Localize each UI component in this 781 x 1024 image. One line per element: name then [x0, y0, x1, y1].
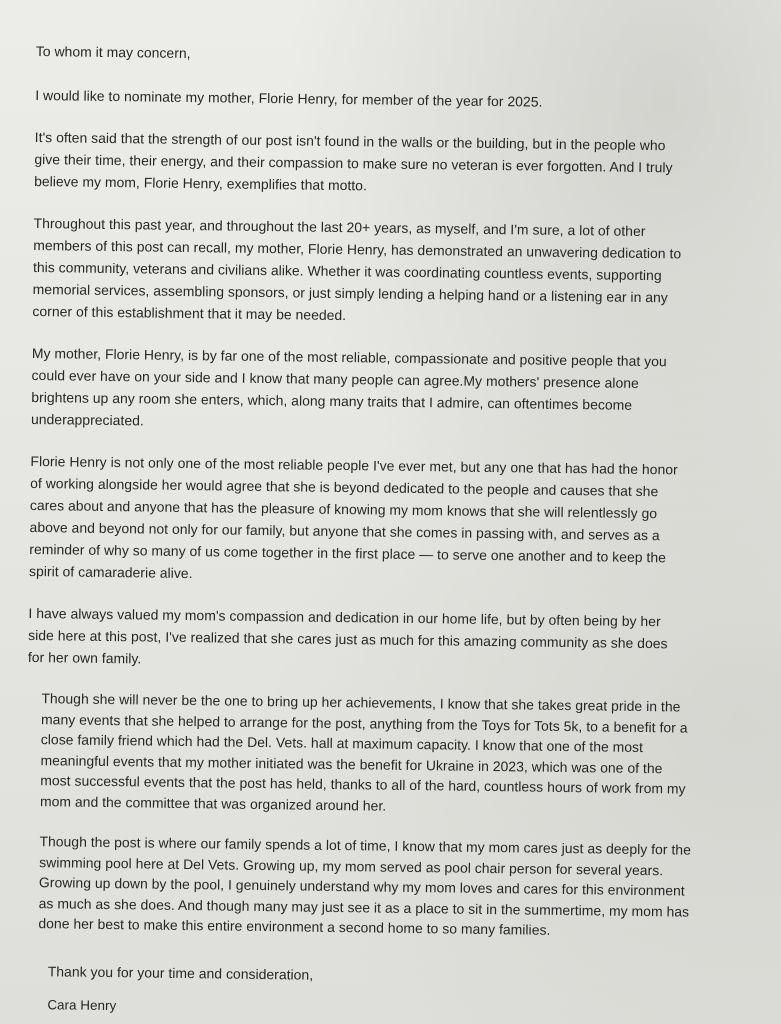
- text-line: I would like to nominate my mother, Florie Henry, for member of the year for 2025.: [35, 86, 543, 110]
- text-line: memorial services, assembling sponsors, or just simply lending a helping hand or a listening ear in any: [32, 280, 668, 306]
- letter-body: [23, 40, 736, 1024]
- paragraph-reliability: [31, 342, 732, 439]
- paragraph-nomination: [35, 84, 735, 115]
- paragraph-home-life: [28, 602, 729, 677]
- paragraph-swimming-pool: [38, 831, 725, 942]
- paragraph-honor: [29, 450, 731, 591]
- text-line: reminder of why so many of us come together in the first place — to serve one another and to keep the: [29, 540, 667, 566]
- text-line: Throughout this past year, and throughout the last 20+ years, as myself, and I'm sure, a lot of other: [33, 214, 646, 239]
- text-line: Growing up down by the pool, I genuinely understand why my mom loves and cares for this environment: [38, 874, 685, 899]
- text-line: members of this post can recall, my mother, Florie Henry, has demonstrated an unwavering dedication to: [33, 236, 682, 262]
- signature: Cara Henry: [47, 996, 117, 1013]
- text-line: above and beyond not only for our family, but anyone that she comes in passing with, and serves as a: [29, 518, 660, 544]
- text-line: close family friend which had the Del. Vets. hall at maximum capacity. I know that one of the most: [40, 731, 644, 756]
- salutation: To whom it may concern,: [35, 42, 191, 62]
- text-line: done her best to make this entire environment a second home to so many families.: [38, 915, 551, 938]
- text-line: this community, veterans and civilians alike. Whether it was coordinating countless events, supporting: [32, 258, 662, 284]
- text-line: many events that she helped to arrange for the post, anything from the Toys for Tots 5k, to a benefit for a: [41, 710, 688, 736]
- text-line: Florie Henry is not only one of the most reliable people I've ever met, but any one that has had the honor: [30, 452, 678, 478]
- text-line: side here at this post, I've realized that she cares just as much for this amazing community as she does: [28, 626, 668, 652]
- text-line: most successful events that the post has held, thanks to all of the hard, countless hours of work from my: [40, 772, 686, 797]
- text-line: corner of this establishment that it may be needed.: [32, 302, 347, 324]
- paragraph-achievements: [40, 688, 728, 820]
- paragraph-motto: [34, 126, 735, 201]
- text-line: Though she will never be the one to bring up her achievements, I know that she takes great pride in the: [41, 690, 681, 715]
- text-line: Though the post is where our family spends a lot of time, I know that my mom cares just as deeply for the: [39, 833, 692, 858]
- text-line: spirit of camaraderie alive.: [28, 562, 193, 582]
- text-line: as much as she does. And though many may just see it as a place to sit in the summertime, my mom has: [38, 894, 690, 920]
- text-line: It's often said that the strength of our post isn't found in the walls or the building, but in the people who: [34, 128, 666, 154]
- text-line: mom and the committee that was organized around her.: [39, 792, 387, 814]
- text-line: cares about and anyone that has the pleasure of knowing my mom knows that she will relentlessly go: [29, 496, 658, 522]
- text-line: underappreciated.: [30, 410, 144, 429]
- text-line: I have always valued my mom's compassion and dedication in our home life, but by often being by her: [28, 604, 661, 630]
- text-line: My mother, Florie Henry, is by far one of the most reliable, compassionate and positive people that you: [31, 344, 667, 370]
- text-line: believe my mom, Florie Henry, exemplifies that motto.: [34, 172, 368, 194]
- closing: Thank you for your time and consideration,: [47, 962, 314, 983]
- paragraph-dedication: [32, 212, 733, 331]
- text-line: give their time, their energy, and their compassion to make sure no veteran is ever forgotten. And I truly: [34, 150, 673, 176]
- text-line: of working alongside her would agree that she is beyond dedicated to the people and causes that she: [30, 474, 659, 500]
- text-line: brightens up any room she enters, which, along many traits that I admire, can oftentimes become: [31, 388, 633, 413]
- text-line: for her own family.: [27, 648, 142, 667]
- text-line: swimming pool here at Del Vets. Growing up, my mom served as pool chair person for several years.: [39, 853, 664, 878]
- text-line: meaningful events that my mother initiated was the benefit for Ukraine in 2023, which was one of the: [40, 751, 663, 776]
- text-line: could ever have on your side and I know that many people can agree.My mothers' presence alone: [31, 366, 639, 391]
